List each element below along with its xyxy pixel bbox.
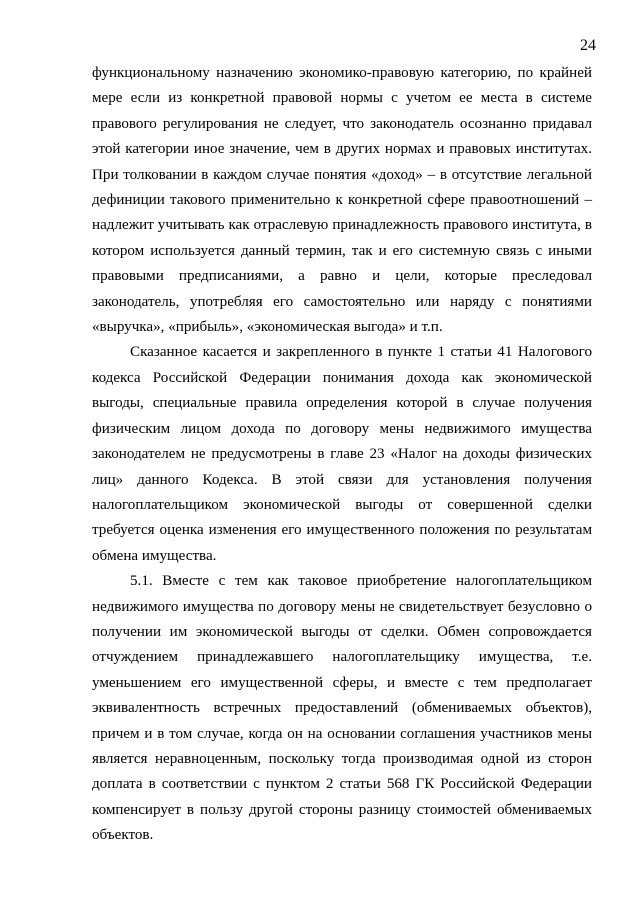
- paragraph-5-1: 5.1. Вместе с тем как таковое приобретение налогоплательщиком недвижимого имущества по договору мены не свидетельствует безусловно о получении им экономической выгоды от сделки. Обмен сопровождается отчуждением принадлежавшего налогоплательщику имущества, т.е. уменьшением его имущественной сферы, и вместе с тем предполагает эквивалентность встречных предоставлений (обмениваемых объектов), причем и в том случае, когда он на основании соглашения участников мены является неравноценным, поскольку тогда производимая одной из сторон доплата в соответствии с пунктом 2 статьи 568 ГК Российской Федерации компенсирует в пользу другой стороны разницу стоимостей обмениваемых объектов.: [92, 573, 592, 844]
- paragraph-continuation: функциональному назначению экономико-правовую категорию, по крайней мере если из конкретной правовой нормы с учетом ее места в системе правового регулирования не следует, что законодатель осознанно придавал этой категории иное значение, чем в других нормах и правовых институтах. При толковании в каждом случае понятия «доход» – в отсутствие легальной дефиниции такового применительно к конкретной сфере правоотношений – надлежит учитывать как отраслевую принадлежность правового института, в котором используется данный термин, так и его системную связь с иными правовыми предписаниями, а равно и цели, которые преследовал законодатель, употребляя его самостоятельно или наряду с понятиями «выручка», «прибыль», «экономическая выгода» и т.п.: [92, 65, 592, 336]
- document-body: [92, 61, 592, 849]
- paragraph-article-41: Сказанное касается и закрепленного в пункте 1 статьи 41 Налогового кодекса Российской Федерации понимания дохода как экономической выгоды, специальные правила определения которой в случае получения физическим лицом дохода по договору мены недвижимого имущества законодателем не предусмотрены в главе 23 «Налог на доходы физических лиц» данного Кодекса. В этой связи для установления получения налогоплательщиком экономической выгоды от совершенной сделки требуется оценка изменения его имущественного положения по результатам обмена имущества.: [92, 344, 592, 564]
- page-number: 24: [580, 37, 596, 54]
